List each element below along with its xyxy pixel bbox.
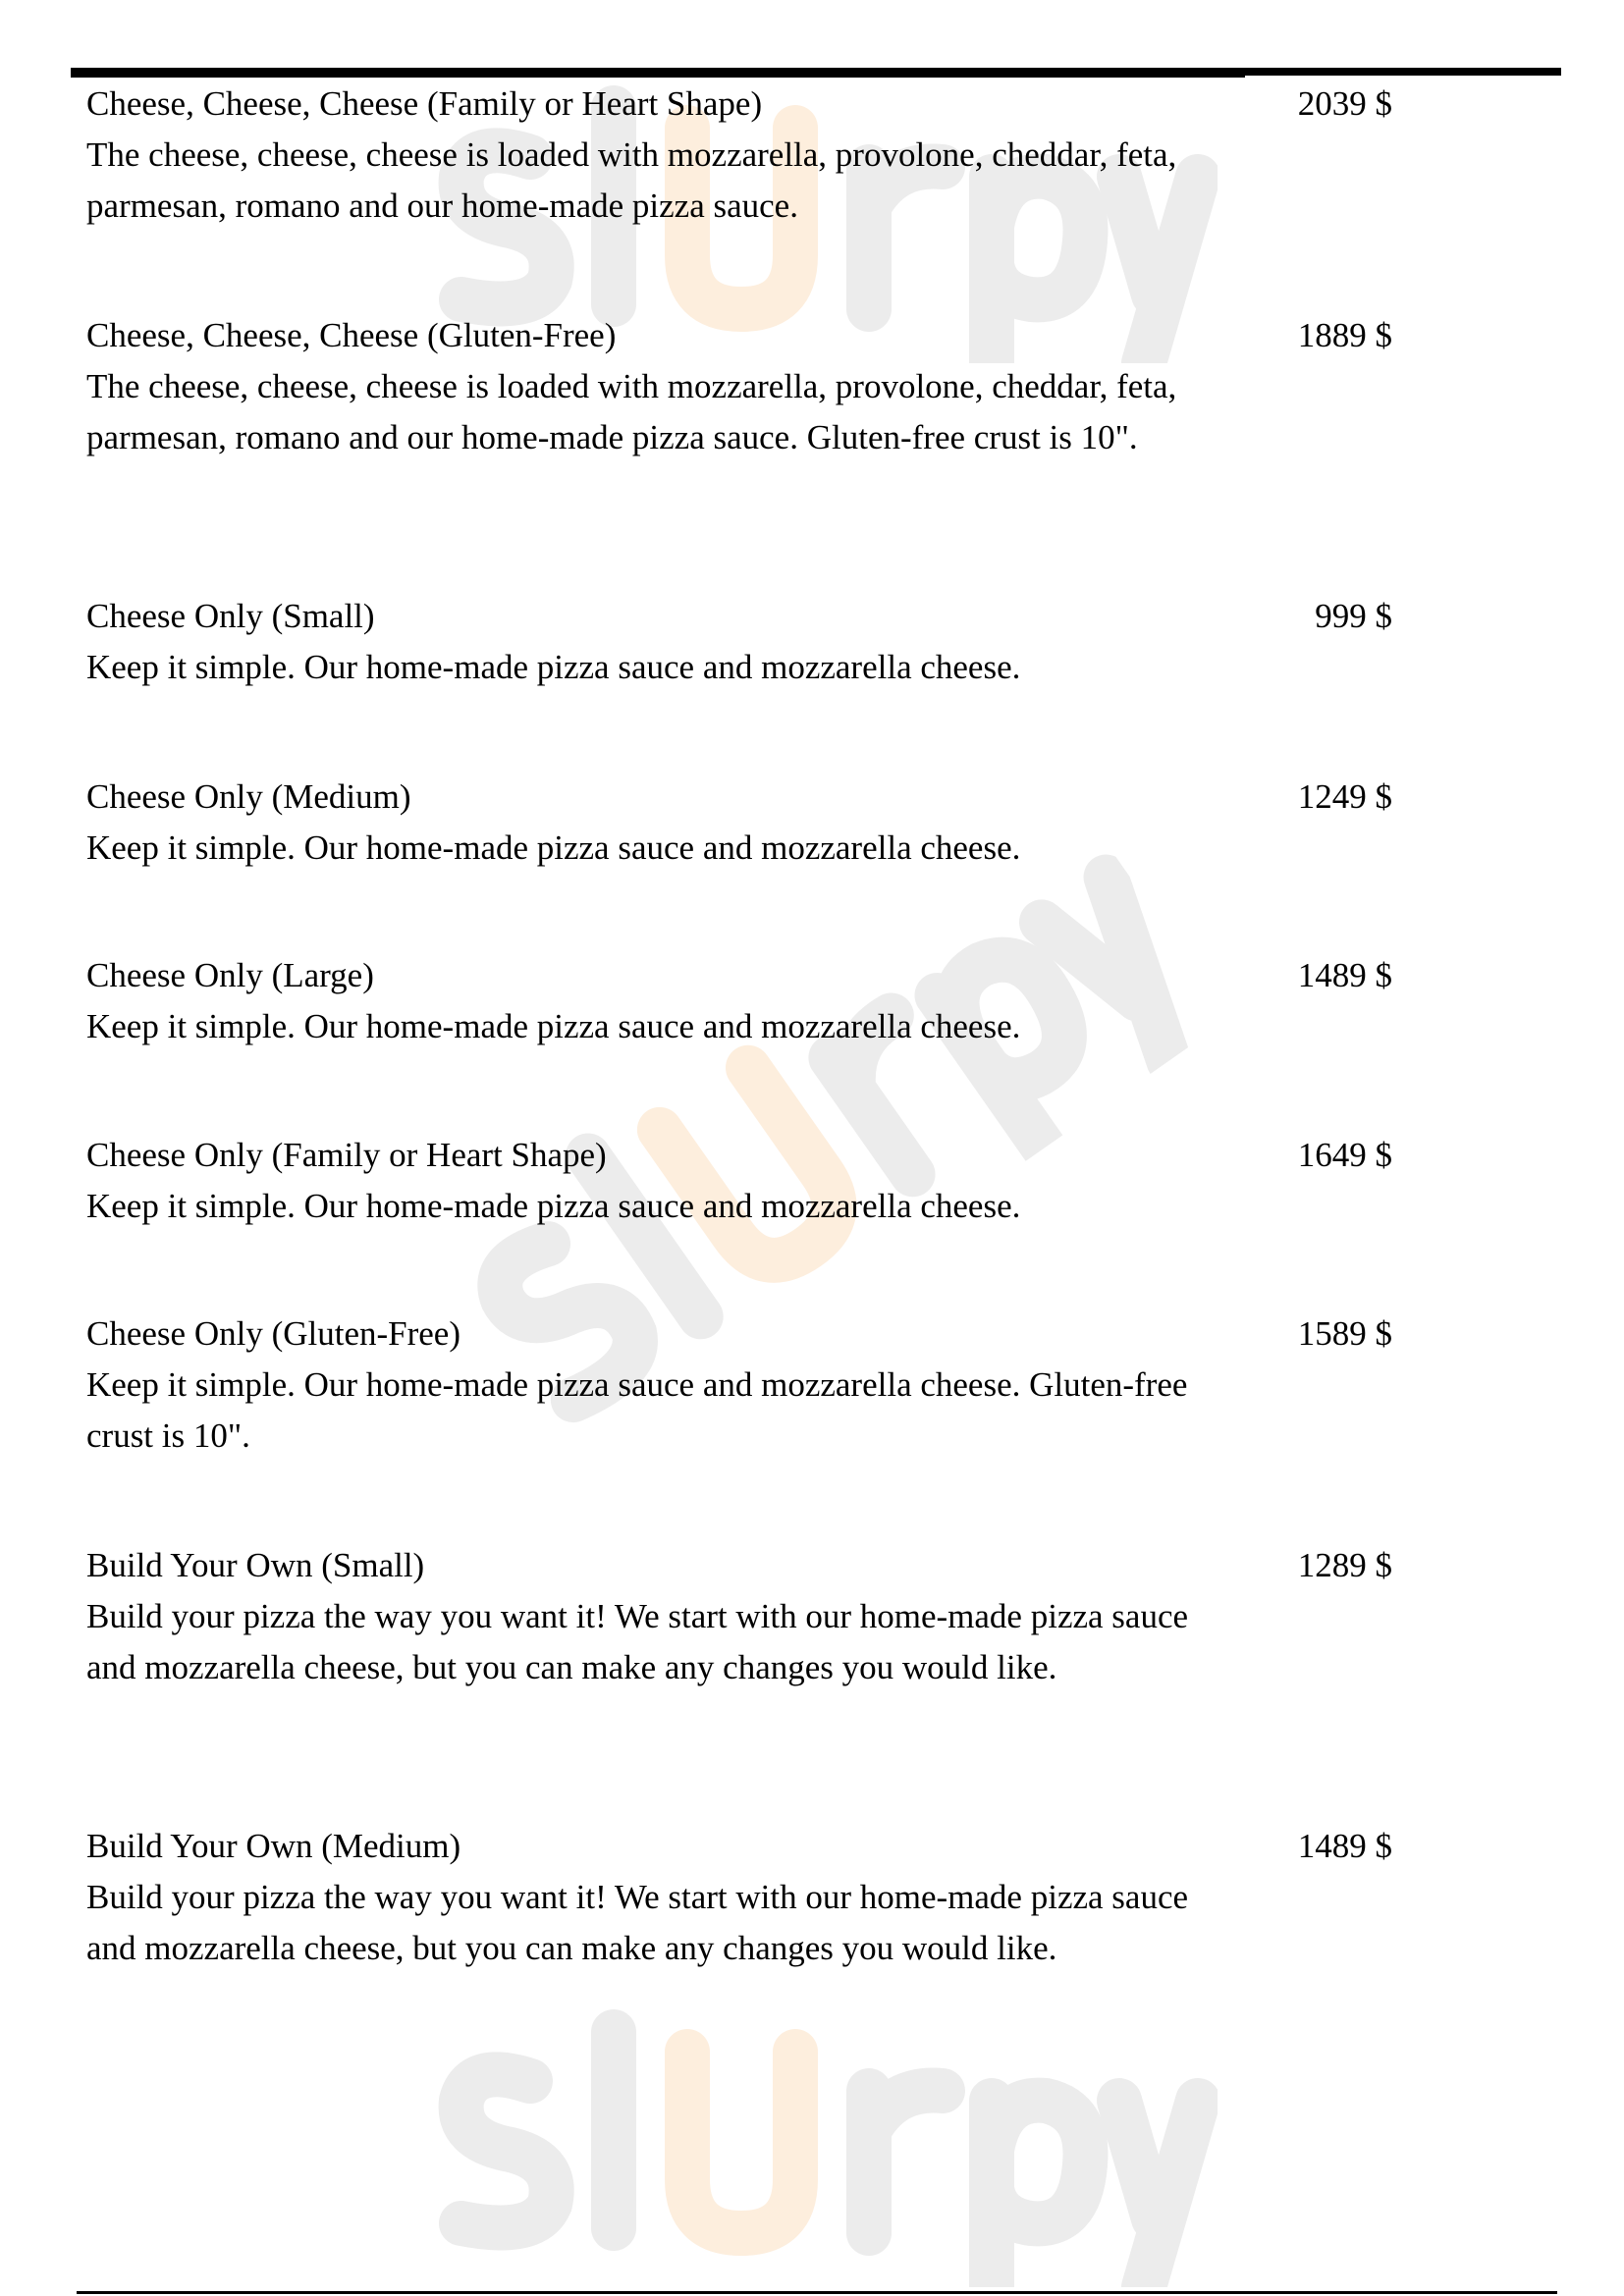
top-rule-thin — [71, 76, 1245, 78]
item-description: Build your pizza the way you want it! We start with our home-made pizza sauce and mozzarella cheese, but you can make any changes you would like. — [86, 1597, 1189, 1686]
menu-item — [86, 950, 1392, 1052]
item-price: 1649 $ — [1297, 1136, 1392, 1174]
item-name: Cheese Only (Gluten-Free) — [86, 1314, 460, 1353]
menu-item — [86, 79, 1392, 232]
item-description: Keep it simple. Our home-made pizza sauce and mozzarella cheese. — [86, 648, 1021, 686]
watermark-logo — [412, 1993, 1218, 2287]
menu-item — [86, 772, 1392, 874]
item-name: Build Your Own (Medium) — [86, 1827, 461, 1865]
item-price: 1889 $ — [1297, 316, 1392, 354]
menu-item — [86, 1308, 1392, 1462]
item-description: Build your pizza the way you want it! We start with our home-made pizza sauce and mozzarella cheese, but you can make any changes you would like. — [86, 1878, 1189, 1967]
item-description: The cheese, cheese, cheese is loaded with mozzarella, provolone, cheddar, feta, parmesan, romano and our home-made pizza sauce. — [86, 135, 1177, 225]
item-name: Cheese Only (Large) — [86, 956, 374, 994]
item-price: 1489 $ — [1297, 956, 1392, 994]
item-price: 1589 $ — [1297, 1314, 1392, 1353]
item-name: Cheese, Cheese, Cheese (Gluten-Free) — [86, 316, 617, 354]
item-description: Keep it simple. Our home-made pizza sauce and mozzarella cheese. — [86, 828, 1021, 867]
menu-item — [86, 1821, 1392, 1974]
item-name: Cheese, Cheese, Cheese (Family or Heart Shape) — [86, 84, 763, 123]
item-description: Keep it simple. Our home-made pizza sauce and mozzarella cheese. — [86, 1007, 1021, 1045]
top-rule — [71, 68, 1561, 76]
item-price: 999 $ — [1315, 597, 1392, 635]
menu-item — [86, 1540, 1392, 1693]
item-price: 1489 $ — [1297, 1827, 1392, 1865]
bottom-rule — [77, 2291, 1557, 2294]
item-price: 2039 $ — [1297, 84, 1392, 123]
item-description: Keep it simple. Our home-made pizza sauce and mozzarella cheese. — [86, 1187, 1021, 1225]
item-price: 1289 $ — [1297, 1546, 1392, 1584]
item-name: Build Your Own (Small) — [86, 1546, 425, 1584]
item-name: Cheese Only (Small) — [86, 597, 375, 635]
item-price: 1249 $ — [1297, 777, 1392, 816]
menu-item — [86, 310, 1392, 463]
item-description: Keep it simple. Our home-made pizza sauce and mozzarella cheese. Gluten-free crust is 10". — [86, 1365, 1188, 1455]
menu-item — [86, 591, 1392, 693]
menu-item — [86, 1130, 1392, 1232]
item-name: Cheese Only (Family or Heart Shape) — [86, 1136, 607, 1174]
item-description: The cheese, cheese, cheese is loaded with mozzarella, provolone, cheddar, feta, parmesan, romano and our home-made pizza sauce. Gluten-free crust is 10". — [86, 367, 1177, 456]
item-name: Cheese Only (Medium) — [86, 777, 411, 816]
